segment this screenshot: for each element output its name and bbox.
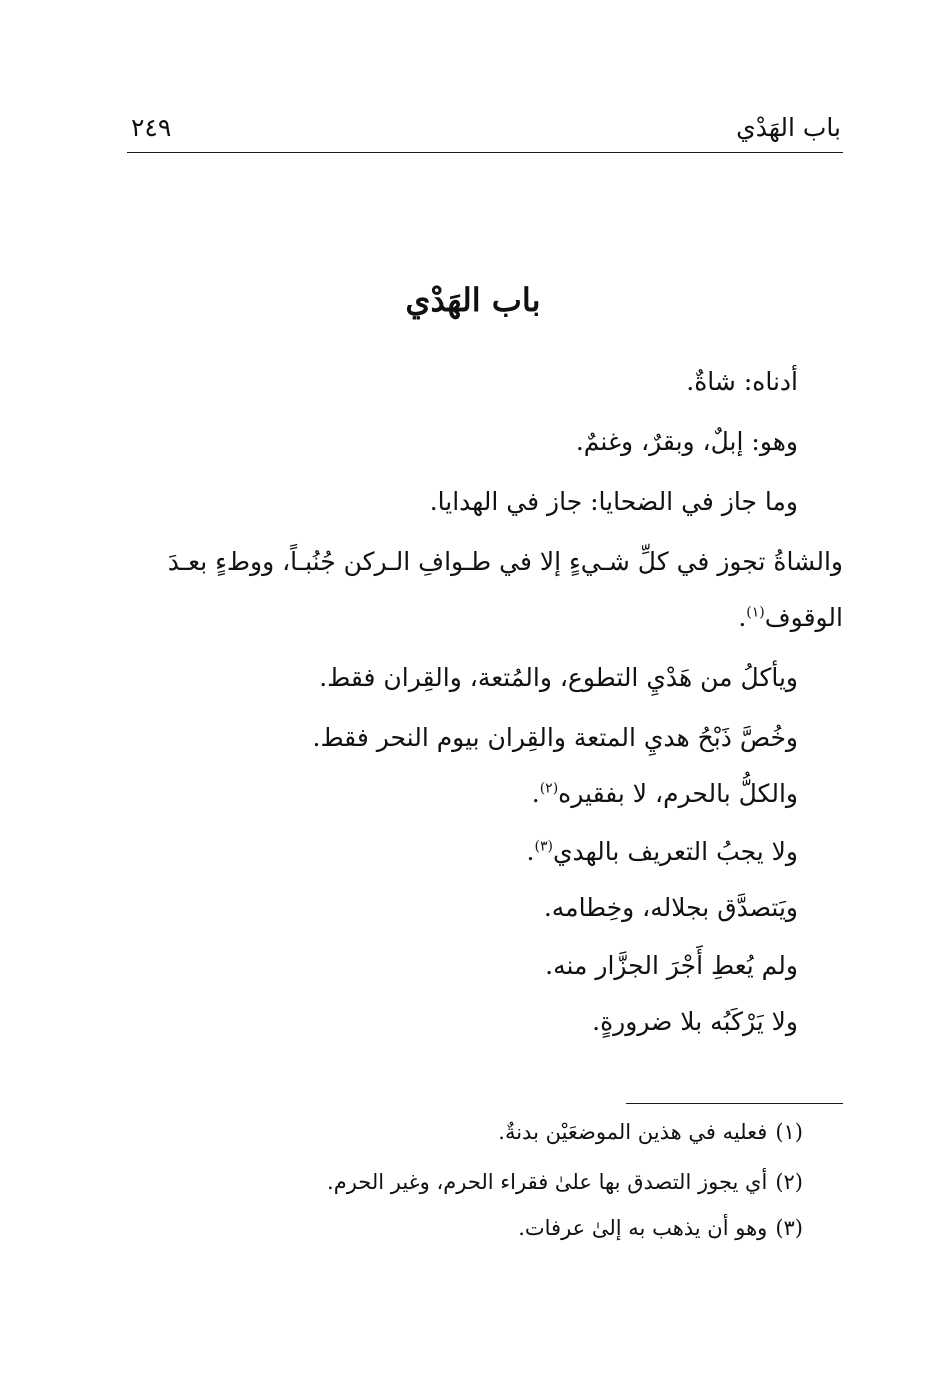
text-line: وهو: إبلٌ، وبقرٌ، وغنمٌ.	[575, 427, 798, 456]
footnote-separator	[626, 1103, 843, 1104]
text-line: ولم يُعطِ أَجْرَ الجزَّار منه.	[545, 951, 798, 980]
text-fragment: ولا يجبُ التعريف بالهدي	[552, 837, 798, 866]
footnote-ref-3: (٣)	[534, 838, 553, 855]
text-line-with-footnote	[532, 772, 798, 816]
footnote-text: فعليه في هذين الموضعَيْن بدنةٌ.	[498, 1120, 768, 1144]
text-line: ولا يَرْكَبُه بلا ضرورةٍ.	[592, 1007, 798, 1036]
text-fragment: والكلُّ بالحرم، لا بفقيره	[558, 779, 798, 808]
text-line: وخُصَّ ذَبْحُ هديِ المتعة والقِران بيوم النحر فقط.	[312, 723, 798, 752]
running-header	[127, 108, 843, 153]
text-line: والشاةُ تجوز في كلِّ شـيءٍ إلا في طـوافِ الـركن جُنُبـاً، ووطءٍ بعـدَ	[167, 547, 843, 576]
text-line: ويأكلُ من هَدْيِ التطوع، والمُتعة، والقِران فقط.	[319, 663, 798, 692]
period: .	[526, 837, 535, 866]
period: .	[738, 603, 747, 632]
page-number: ٢٤٩	[131, 113, 172, 142]
text-line-with-footnote	[738, 596, 843, 640]
footnote-number: (٢)	[775, 1170, 803, 1194]
footnote-2	[327, 1162, 803, 1202]
footnote-text: وهو أن يذهب به إلىٰ عرفات.	[518, 1216, 768, 1240]
period: .	[531, 779, 540, 808]
footnote-text: أي يجوز التصدق بها علىٰ فقراء الحرم، وغير الحرم.	[327, 1170, 768, 1194]
footnote-number: (٣)	[775, 1216, 803, 1240]
footnote-ref-1: (١)	[746, 604, 765, 621]
text-line: ويَتصدَّق بجلاله، وخِطامه.	[543, 893, 798, 922]
text-line: أدناه: شاةٌ.	[686, 367, 798, 396]
chapter-title: باب الهَدْي	[405, 281, 541, 319]
footnote-number: (١)	[775, 1120, 803, 1144]
footnote-ref-2: (٢)	[539, 780, 559, 797]
text-fragment: الوقوف	[764, 603, 843, 632]
text-line: وما جاز في الضحايا: جاز في الهدايا.	[429, 487, 798, 516]
footnote-3	[518, 1208, 803, 1248]
running-title: باب الهَدْي	[736, 113, 841, 142]
footnote-1	[498, 1112, 803, 1152]
text-line-with-footnote	[527, 830, 798, 874]
